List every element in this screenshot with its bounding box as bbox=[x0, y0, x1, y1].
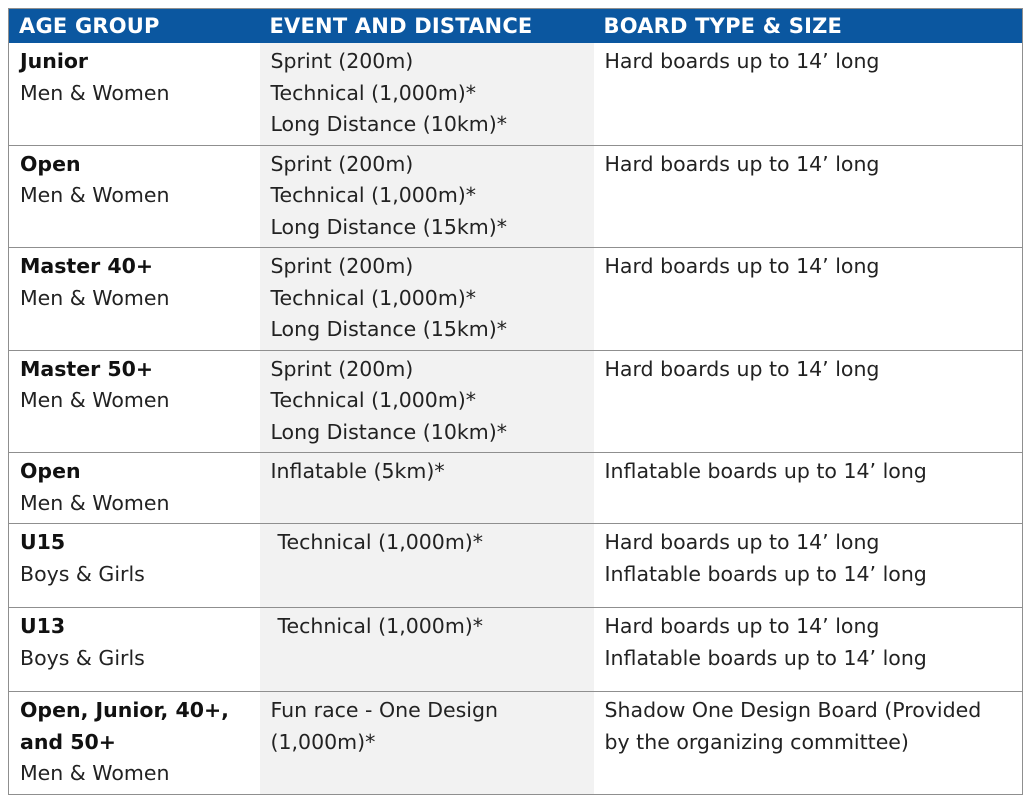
event-item: Technical (1,000m)* bbox=[277, 530, 484, 554]
board-cell bbox=[594, 145, 1023, 248]
event-item: Sprint (200m) bbox=[270, 151, 414, 176]
event-item: Technical (1,000m)* bbox=[277, 614, 484, 638]
header-event-distance: EVENT AND DISTANCE bbox=[260, 9, 594, 44]
event-item: Long Distance (15km)* bbox=[270, 214, 507, 239]
event-item: Inflatable (5km)* bbox=[270, 459, 445, 483]
age-group-gender: Boys & Girls bbox=[20, 645, 145, 670]
event-item: Fun race - One Design (1,000m)* bbox=[270, 698, 499, 754]
board-item: Inflatable boards up to 14’ long bbox=[604, 561, 927, 586]
event-cell bbox=[260, 43, 594, 145]
age-group-gender: Men & Women bbox=[20, 761, 170, 785]
event-item: Sprint (200m) bbox=[270, 254, 414, 278]
age-group-gender: Boys & Girls bbox=[20, 561, 145, 586]
event-cell bbox=[260, 524, 594, 608]
event-item: Technical (1,000m)* bbox=[270, 183, 477, 207]
header-age-group: AGE GROUP bbox=[9, 9, 260, 44]
event-item: Technical (1,000m)* bbox=[270, 80, 477, 105]
events-table-container bbox=[8, 8, 1022, 795]
event-item: Technical (1,000m)* bbox=[270, 285, 477, 310]
event-item: Long Distance (15km)* bbox=[270, 317, 507, 341]
age-group-cell bbox=[9, 43, 260, 145]
event-cell bbox=[260, 453, 594, 524]
age-group-name: Open bbox=[20, 459, 81, 483]
age-group-name: U13 bbox=[20, 614, 66, 638]
age-group-name: Junior bbox=[20, 49, 89, 73]
header-board-type: BOARD TYPE & SIZE bbox=[594, 9, 1023, 44]
age-group-gender: Men & Women bbox=[20, 388, 170, 412]
event-item: Sprint (200m) bbox=[270, 356, 414, 381]
table-row bbox=[9, 608, 1023, 692]
table-row bbox=[9, 248, 1023, 351]
table-row bbox=[9, 453, 1023, 524]
age-group-gender: Men & Women bbox=[20, 183, 170, 207]
age-group-name: Master 50+ bbox=[20, 356, 154, 381]
age-group-name: U15 bbox=[20, 530, 66, 554]
age-group-gender: Men & Women bbox=[20, 490, 170, 515]
table-row bbox=[9, 43, 1023, 145]
age-group-gender: Men & Women bbox=[20, 285, 170, 310]
table-row bbox=[9, 145, 1023, 248]
board-cell bbox=[594, 350, 1023, 453]
board-item: Inflatable boards up to 14’ long bbox=[604, 645, 927, 670]
age-group-cell bbox=[9, 692, 260, 795]
age-group-cell bbox=[9, 453, 260, 524]
board-cell bbox=[594, 248, 1023, 351]
event-cell bbox=[260, 692, 594, 795]
age-group-name: Open bbox=[20, 151, 81, 176]
board-item: Hard boards up to 14’ long bbox=[604, 614, 880, 638]
age-group-name: Master 40+ bbox=[20, 254, 154, 278]
event-cell bbox=[260, 248, 594, 351]
event-item: Long Distance (10km)* bbox=[270, 112, 507, 136]
events-table bbox=[8, 8, 1023, 795]
table-row bbox=[9, 692, 1023, 795]
event-cell bbox=[260, 145, 594, 248]
age-group-cell bbox=[9, 145, 260, 248]
board-cell bbox=[594, 692, 1023, 795]
board-cell bbox=[594, 453, 1023, 524]
board-item: Hard boards up to 14’ long bbox=[604, 530, 880, 554]
board-cell bbox=[594, 524, 1023, 608]
board-cell bbox=[594, 608, 1023, 692]
age-group-cell bbox=[9, 350, 260, 453]
board-item: Shadow One Design Board (Provided by the organizing committee) bbox=[604, 698, 982, 754]
board-item: Inflatable boards up to 14’ long bbox=[604, 459, 927, 483]
board-item: Hard boards up to 14’ long bbox=[604, 151, 880, 176]
age-group-cell bbox=[9, 524, 260, 608]
age-group-cell bbox=[9, 248, 260, 351]
event-cell bbox=[260, 350, 594, 453]
board-item: Hard boards up to 14’ long bbox=[604, 49, 880, 73]
event-cell bbox=[260, 608, 594, 692]
board-cell bbox=[594, 43, 1023, 145]
board-item: Hard boards up to 14’ long bbox=[604, 356, 880, 381]
event-item: Sprint (200m) bbox=[270, 49, 414, 73]
header-row bbox=[9, 9, 1023, 44]
board-item: Hard boards up to 14’ long bbox=[604, 254, 880, 278]
age-group-gender: Men & Women bbox=[20, 80, 170, 105]
age-group-name: Open, Junior, 40+, and 50+ bbox=[20, 698, 229, 754]
table-row bbox=[9, 350, 1023, 453]
age-group-cell bbox=[9, 608, 260, 692]
event-item: Long Distance (10km)* bbox=[270, 419, 507, 444]
table-row bbox=[9, 524, 1023, 608]
event-item: Technical (1,000m)* bbox=[270, 388, 477, 412]
